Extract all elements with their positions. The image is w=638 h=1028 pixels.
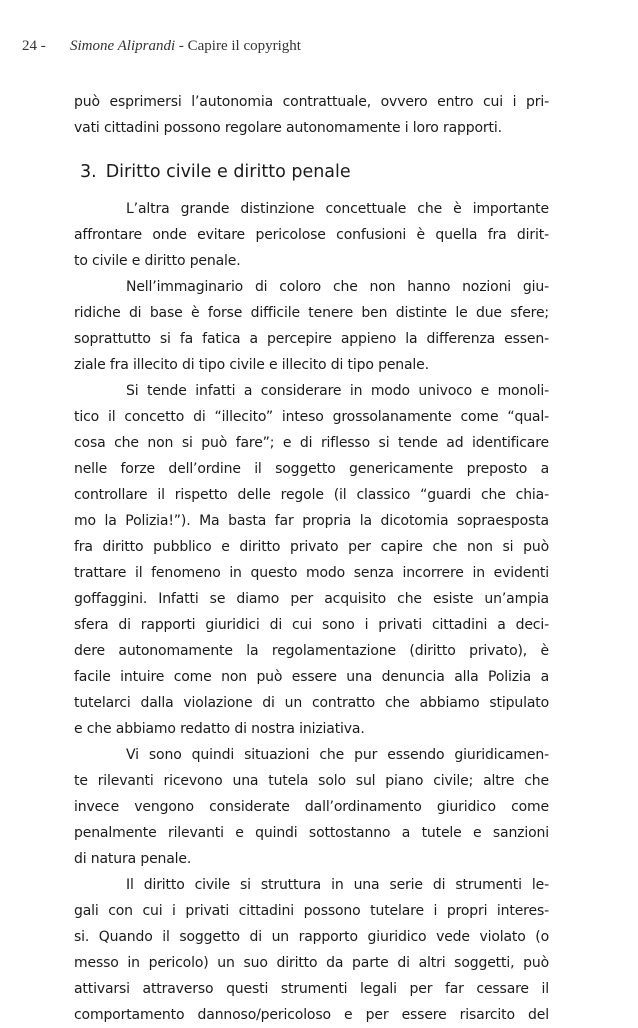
text-line: messo in pericolo) un suo diritto da parte di altri soggetti, può [74,955,549,971]
text-line: Vi sono quindi situazioni che pur essendo giuridicamen- [126,747,549,763]
text-line: dere autonomamente la regolamentazione (diritto privato), è [74,643,549,659]
text-line: invece vengono considerate dall’ordinamento giuridico come [74,799,549,815]
text-line: facile intuire come non può essere una denuncia alla Polizia a [74,669,549,685]
text-line: comportamento dannoso/pericoloso e per essere risarcito del [74,1007,549,1023]
running-head-separator: - [175,38,188,54]
running-head [22,38,301,55]
text-line: Il diritto civile si struttura in una serie di strumenti le- [126,877,549,893]
section-heading [80,162,351,182]
paragraph [74,274,549,378]
text-line: trattare il fenomeno in questo modo senza incorrere in evidenti [74,565,549,581]
text-line: affrontare onde evitare pericolose confusioni è quella fra dirit- [74,227,549,243]
text-line: gali con cui i privati cittadini possono tutelare i propri interes- [74,903,549,919]
text-line: controllare il rispetto delle regole (il classico “guardi che chia- [74,487,549,503]
text-line: Nell’immaginario di coloro che non hanno nozioni giu- [126,279,549,295]
running-head-book-title: Capire il copyright [187,38,301,54]
page-number: 24 - [22,38,46,54]
paragraph [74,742,549,872]
text-line: sfera di rapporti giuridici di cui sono i privati cittadini a deci- [74,617,549,633]
paragraph [74,196,549,274]
running-head-author: Simone Aliprandi [70,38,176,54]
text-line: fra diritto pubblico e diritto privato per capire che non si può [74,539,549,555]
intro-paragraph [74,89,549,141]
text-line: tico il concetto di “illecito” inteso grossolanamente come “qual- [74,409,549,425]
text-line: attivarsi attraverso questi strumenti legali per far cessare il [74,981,549,997]
text-line: di natura penale. [74,851,192,867]
text-line: mo la Polizia!”). Ma basta far propria la dicotomia sopraesposta [74,513,549,529]
text-line: tutelarci dalla violazione di un contratto che abbiamo stipulato [74,695,549,711]
section-body [74,196,549,1028]
paragraph [74,872,549,1028]
text-line: ziale fra illecito di tipo civile e illecito di tipo penale. [74,357,429,373]
text-line: penalmente rilevanti e quindi sottostanno a tutele e sanzioni [74,825,549,841]
text-line: cosa che non si può fare”; e di riflesso si tende ad identificare [74,435,549,451]
text-line: ridiche di base è forse difficile tenere ben distinte le due sfere; [74,305,549,321]
section-title: Diritto civile e diritto penale [105,162,351,182]
text-line: L’altra grande distinzione concettuale che è importante [126,201,549,217]
section-number: 3. [80,162,97,182]
text-line: nelle forze dell’ordine il soggetto genericamente preposto a [74,461,549,477]
text-line: può esprimersi l’autonomia contrattuale, ovvero entro cui i pri- [74,94,549,110]
text-line: to civile e diritto penale. [74,253,241,269]
text-line: Si tende infatti a considerare in modo univoco e monoli- [126,383,549,399]
text-line: vati cittadini possono regolare autonomamente i loro rapporti. [74,120,502,136]
paragraph [74,378,549,742]
text-line: e che abbiamo redatto di nostra iniziativa. [74,721,365,737]
text-line: si. Quando il soggetto di un rapporto giuridico vede violato (o [74,929,549,945]
text-line: te rilevanti ricevono una tutela solo sul piano civile; altre che [74,773,549,789]
text-line: goffaggini. Infatti se diamo per acquisito che esiste un’ampia [74,591,549,607]
text-line: soprattutto si fa fatica a percepire appieno la differenza essen- [74,331,549,347]
